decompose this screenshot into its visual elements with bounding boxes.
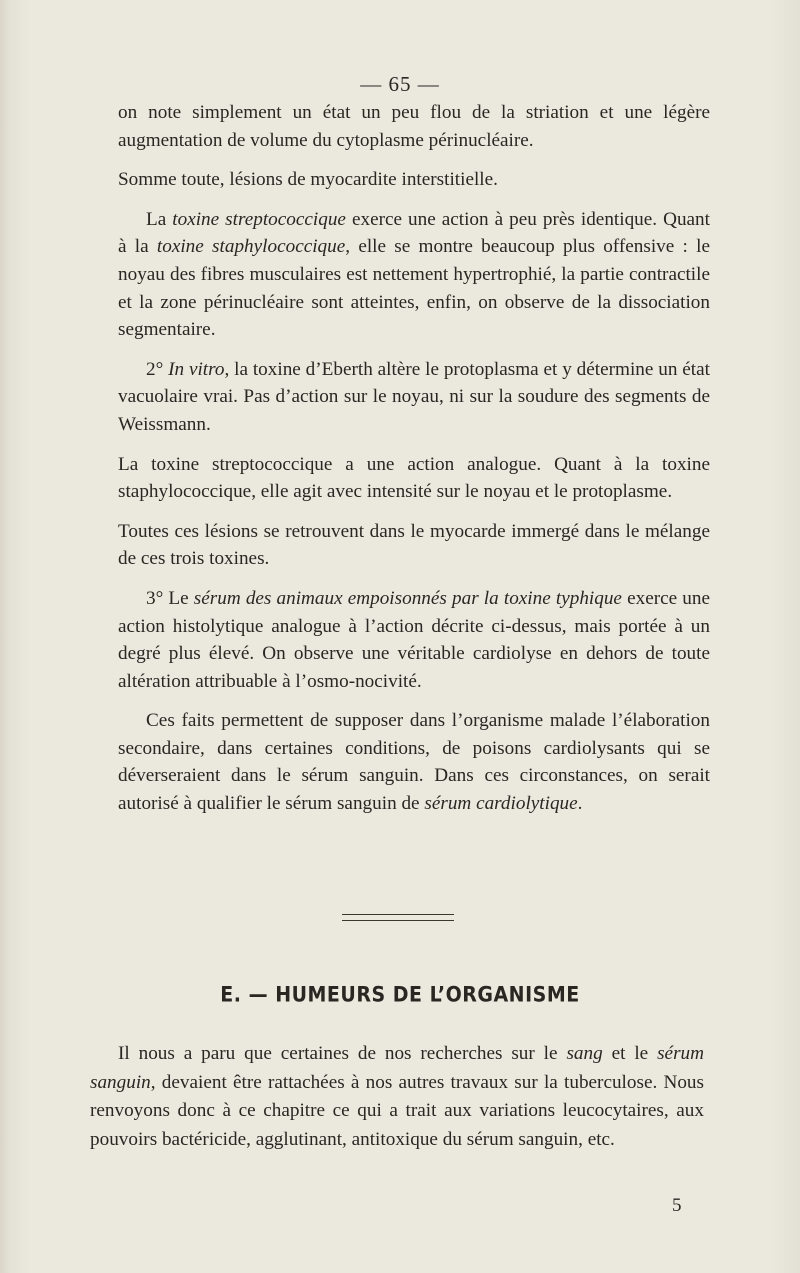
paragraph: 2° In vitro, la toxine d’Eberth altère le protoplasma et y détermine un état vacuolaire vrai. Pas d’action sur le noyau, ni sur la soudure des segments de Weissmann.: [118, 358, 710, 435]
paragraph: 3° Le sérum des animaux empoisonnés par la toxine typhique exerce une action histolytique analogue à l’action décrite ci-dessus, mais portée à un degré plus élevé. On observe une véritable cardiolyse en dehors de toute altération attribuable à l’osmo-nocivité.: [118, 587, 710, 692]
running-folio: — 65 —: [360, 72, 440, 96]
italic-text: sérum sanguin: [90, 1043, 704, 1093]
section-body: [90, 1040, 704, 1154]
paragraph: La toxine streptococcique exerce une action à peu près identique. Quant à la toxine staphylococcique, elle se montre beaucoup plus offensive : le noyau des fibres musculaires est nettement hypertrophié, la partie contractile et la zone périnucléaire sont atteintes, enfin, on observe de la dissociation segmentaire.: [118, 208, 710, 341]
italic-text: sérum des animaux empoisonnés par la toxine typhique: [193, 587, 622, 609]
italic-text: toxine staphylococcique: [156, 236, 346, 258]
section-divider: [342, 914, 454, 921]
page-number: 5: [672, 1195, 682, 1216]
section-paragraph: Il nous a paru que certaines de nos recherches sur le sang et le sérum sanguin, devaient être rattachées à nos autres travaux sur la tuberculose. Nous renvoyons donc à ce chapitre ce qui a trait aux variations leucocytaires, aux pouvoirs bactéricide, agglutinant, antitoxique du sérum sanguin, etc.: [90, 1043, 704, 1150]
italic-text: sang: [566, 1043, 603, 1064]
paragraph: on note simplement un état un peu flou de la striation et une légère augmentation de volume du cytoplasme périnucléaire.: [118, 102, 710, 151]
paragraph: Ces faits permettent de supposer dans l’organisme malade l’élaboration secondaire, dans certaines conditions, de poisons cardiolysants qui se déverseraient dans le sérum sanguin. Dans ces circonstances, on serait autorisé à qualifier le sérum sanguin de sérum cardiolytique.: [118, 710, 710, 815]
paragraph: Somme toute, lésions de myocardite interstitielle.: [118, 169, 498, 191]
body-text: [118, 99, 710, 830]
italic-text: toxine streptococcique: [172, 208, 346, 230]
italic-text: sérum cardiolytique: [424, 793, 578, 815]
paragraph: Toutes ces lésions se retrouvent dans le myocarde immergé dans le mélange de ces trois toxines.: [118, 520, 710, 570]
section-heading: E. — HUMEURS DE L’ORGANISME: [220, 982, 580, 1008]
italic-text: In vitro: [168, 358, 225, 380]
paragraph: La toxine streptococcique a une action analogue. Quant à la toxine staphylococcique, elle agit avec intensité sur le noyau et le protoplasme.: [118, 453, 710, 503]
